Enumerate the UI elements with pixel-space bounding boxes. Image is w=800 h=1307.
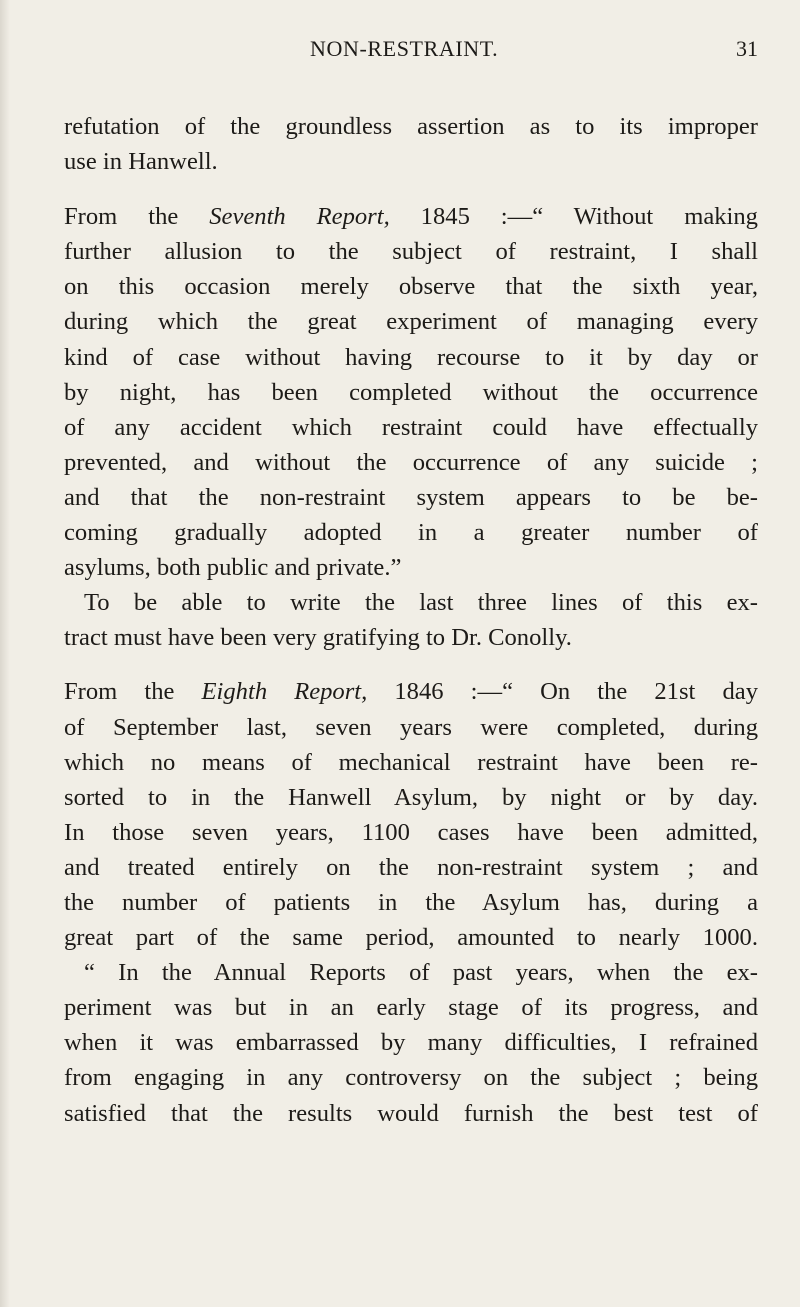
text-line: and treated entirely on the non-restraint system ; and bbox=[64, 853, 758, 881]
text-line: In those seven years, 1100 cases have been admitted, bbox=[64, 818, 758, 846]
body-text bbox=[64, 109, 758, 1131]
paragraph-gap bbox=[64, 179, 758, 199]
text-line: which no means of mechanical restraint have been re- bbox=[64, 748, 758, 776]
text-line: “ In the Annual Reports of past years, when the ex- bbox=[84, 959, 758, 987]
text-line: kind of case without having recourse to it by day or bbox=[64, 343, 758, 371]
text-line: use in Hanwell. bbox=[64, 148, 218, 176]
text-line: sorted to in the Hanwell Asylum, by night or by day. bbox=[64, 783, 758, 811]
text-line: tract must have been very gratifying to Dr. Conolly. bbox=[64, 624, 572, 652]
text-line-with-italic: From the Eighth Report, 1846 :—“ On the 21st day bbox=[64, 678, 758, 706]
text-line: further allusion to the subject of restraint, I shall bbox=[64, 238, 758, 266]
italic-title: Seventh Report, bbox=[209, 203, 390, 231]
text-line: prevented, and without the occurrence of any suicide ; bbox=[64, 448, 758, 476]
text-line: on this occasion merely observe that the sixth year, bbox=[64, 273, 758, 301]
text-line: by night, has been completed without the occurrence bbox=[64, 378, 758, 406]
text-line: during which the great experiment of managing every bbox=[64, 308, 758, 336]
text-line: great part of the same period, amounted to nearly 1000. bbox=[64, 924, 758, 952]
running-title: NON-RESTRAINT. bbox=[310, 36, 499, 61]
text-line-with-italic: From the Seventh Report, 1845 :—“ Without making bbox=[64, 203, 758, 231]
text-line: periment was but in an early stage of its progress, and bbox=[64, 994, 758, 1022]
text-line: and that the non-restraint system appears to be be- bbox=[64, 483, 758, 511]
text-line: refutation of the groundless assertion as to its improper bbox=[64, 113, 758, 140]
text-line: To be able to write the last three lines of this ex- bbox=[84, 589, 758, 617]
italic-title: Eighth Report, bbox=[201, 678, 368, 706]
text-line: of September last, seven years were completed, during bbox=[64, 713, 758, 741]
paragraph-gap bbox=[64, 655, 758, 674]
running-head bbox=[64, 36, 758, 70]
text-line: asylums, both public and private.” bbox=[64, 554, 402, 582]
text-line: satisfied that the results would furnish the best test of bbox=[64, 1099, 758, 1127]
text-line: when it was embarrassed by many difficulties, I refrained bbox=[64, 1029, 758, 1057]
text-line: of any accident which restraint could have effectually bbox=[64, 413, 758, 441]
text-line: coming gradually adopted in a greater number of bbox=[64, 519, 758, 547]
text-line: from engaging in any controversy on the subject ; being bbox=[64, 1064, 758, 1092]
page-number: 31 bbox=[736, 36, 758, 61]
page-gutter-shadow bbox=[0, 0, 10, 1307]
text-line: the number of patients in the Asylum has, during a bbox=[64, 888, 758, 916]
